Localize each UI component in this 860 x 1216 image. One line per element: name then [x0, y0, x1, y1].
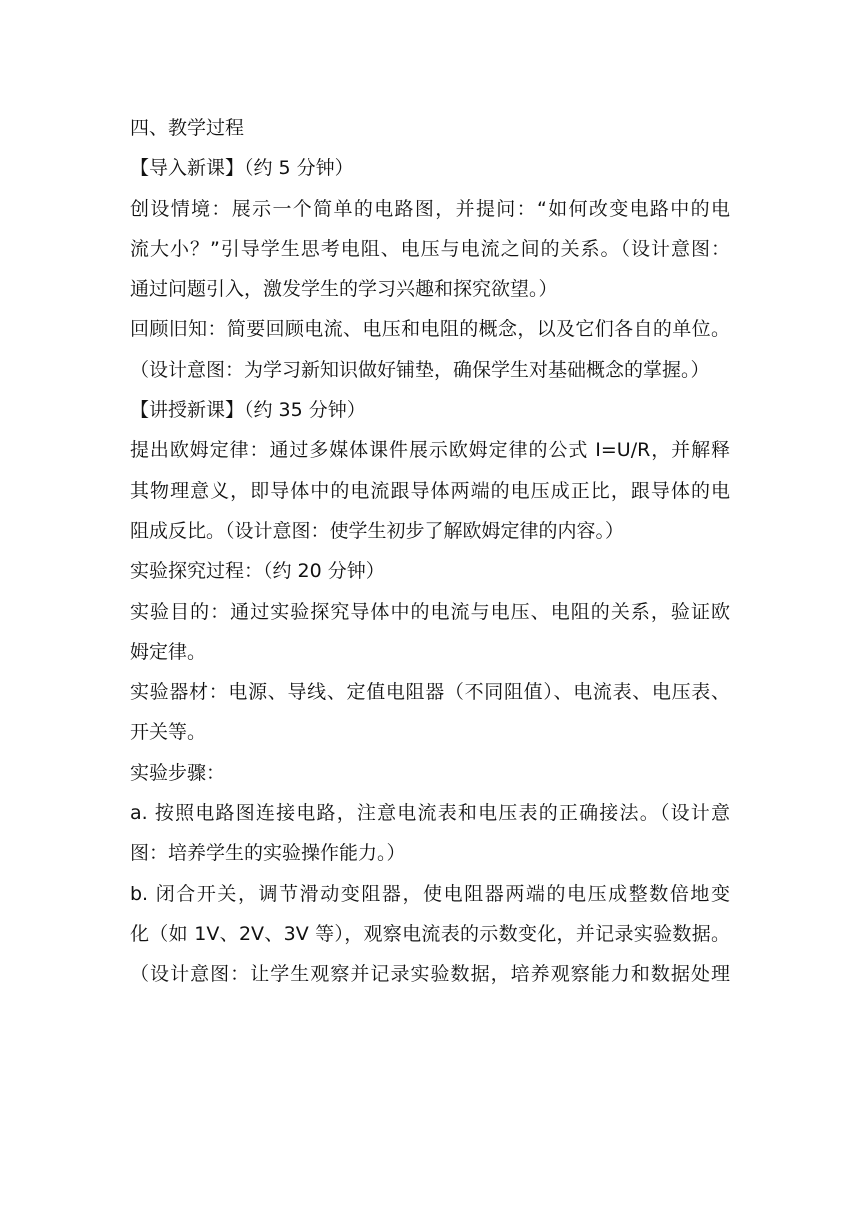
paragraph-line: 实验步骤： — [130, 761, 226, 784]
paragraph-line: （设计意图：为学习新知识做好铺垫，确保学生对基础概念的掌握。） — [130, 358, 710, 381]
paragraph-line: 其物理意义，即导体中的电流跟导体两端的电压成正比，跟导体的电 — [130, 479, 730, 502]
paragraph-line: 通过问题引入，激发学生的学习兴趣和探究欲望。） — [130, 278, 558, 301]
list-item-b-line: b. 闭合开关，调节滑动变阻器，使电阻器两端的电压成整数倍地变 — [130, 882, 730, 905]
subsection-heading-intro: 【导入新课】（约 5 分钟） — [130, 157, 354, 180]
paragraph-line: 开关等。 — [130, 721, 207, 744]
section-heading: 四、教学过程 — [130, 117, 245, 139]
paragraph-line: 提出欧姆定律：通过多媒体课件展示欧姆定律的公式 I=U/R，并解释 — [130, 439, 730, 462]
paragraph-line: 实验目的：通过实验探究导体中的电流与电压、电阻的关系，验证欧 — [130, 600, 730, 623]
paragraph-line: 创设情境：展示一个简单的电路图，并提问：“如何改变电路中的电 — [130, 197, 730, 220]
paragraph-line: 实验探究过程：（约 20 分钟） — [130, 560, 385, 583]
paragraph-line: 实验器材：电源、导线、定值电阻器（不同阻值）、电流表、电压表、 — [130, 681, 730, 704]
paragraph-line: 流大小？”引导学生思考电阻、电压与电流之间的关系。（设计意图： — [130, 237, 730, 260]
document-body — [130, 108, 730, 995]
list-item-a-line: a. 按照电路图连接电路，注意电流表和电压表的正确接法。（设计意 — [130, 802, 730, 825]
paragraph-line: 回顾旧知：简要回顾电流、电压和电阻的概念，以及它们各自的单位。 — [130, 318, 730, 341]
paragraph-line: 阻成反比。（设计意图：使学生初步了解欧姆定律的内容。） — [130, 519, 625, 542]
subsection-heading-lecture: 【讲授新课】（约 35 分钟） — [130, 399, 366, 422]
paragraph-line: 姆定律。 — [130, 640, 207, 663]
list-item-b-line: （设计意图：让学生观察并记录实验数据，培养观察能力和数据处理 — [130, 963, 730, 986]
list-item-b-line: 化（如 1V、2V、3V 等），观察电流表的示数变化，并记录实验数据。 — [130, 922, 730, 945]
list-item-a-line: 图：培养学生的实验操作能力。） — [130, 842, 406, 865]
